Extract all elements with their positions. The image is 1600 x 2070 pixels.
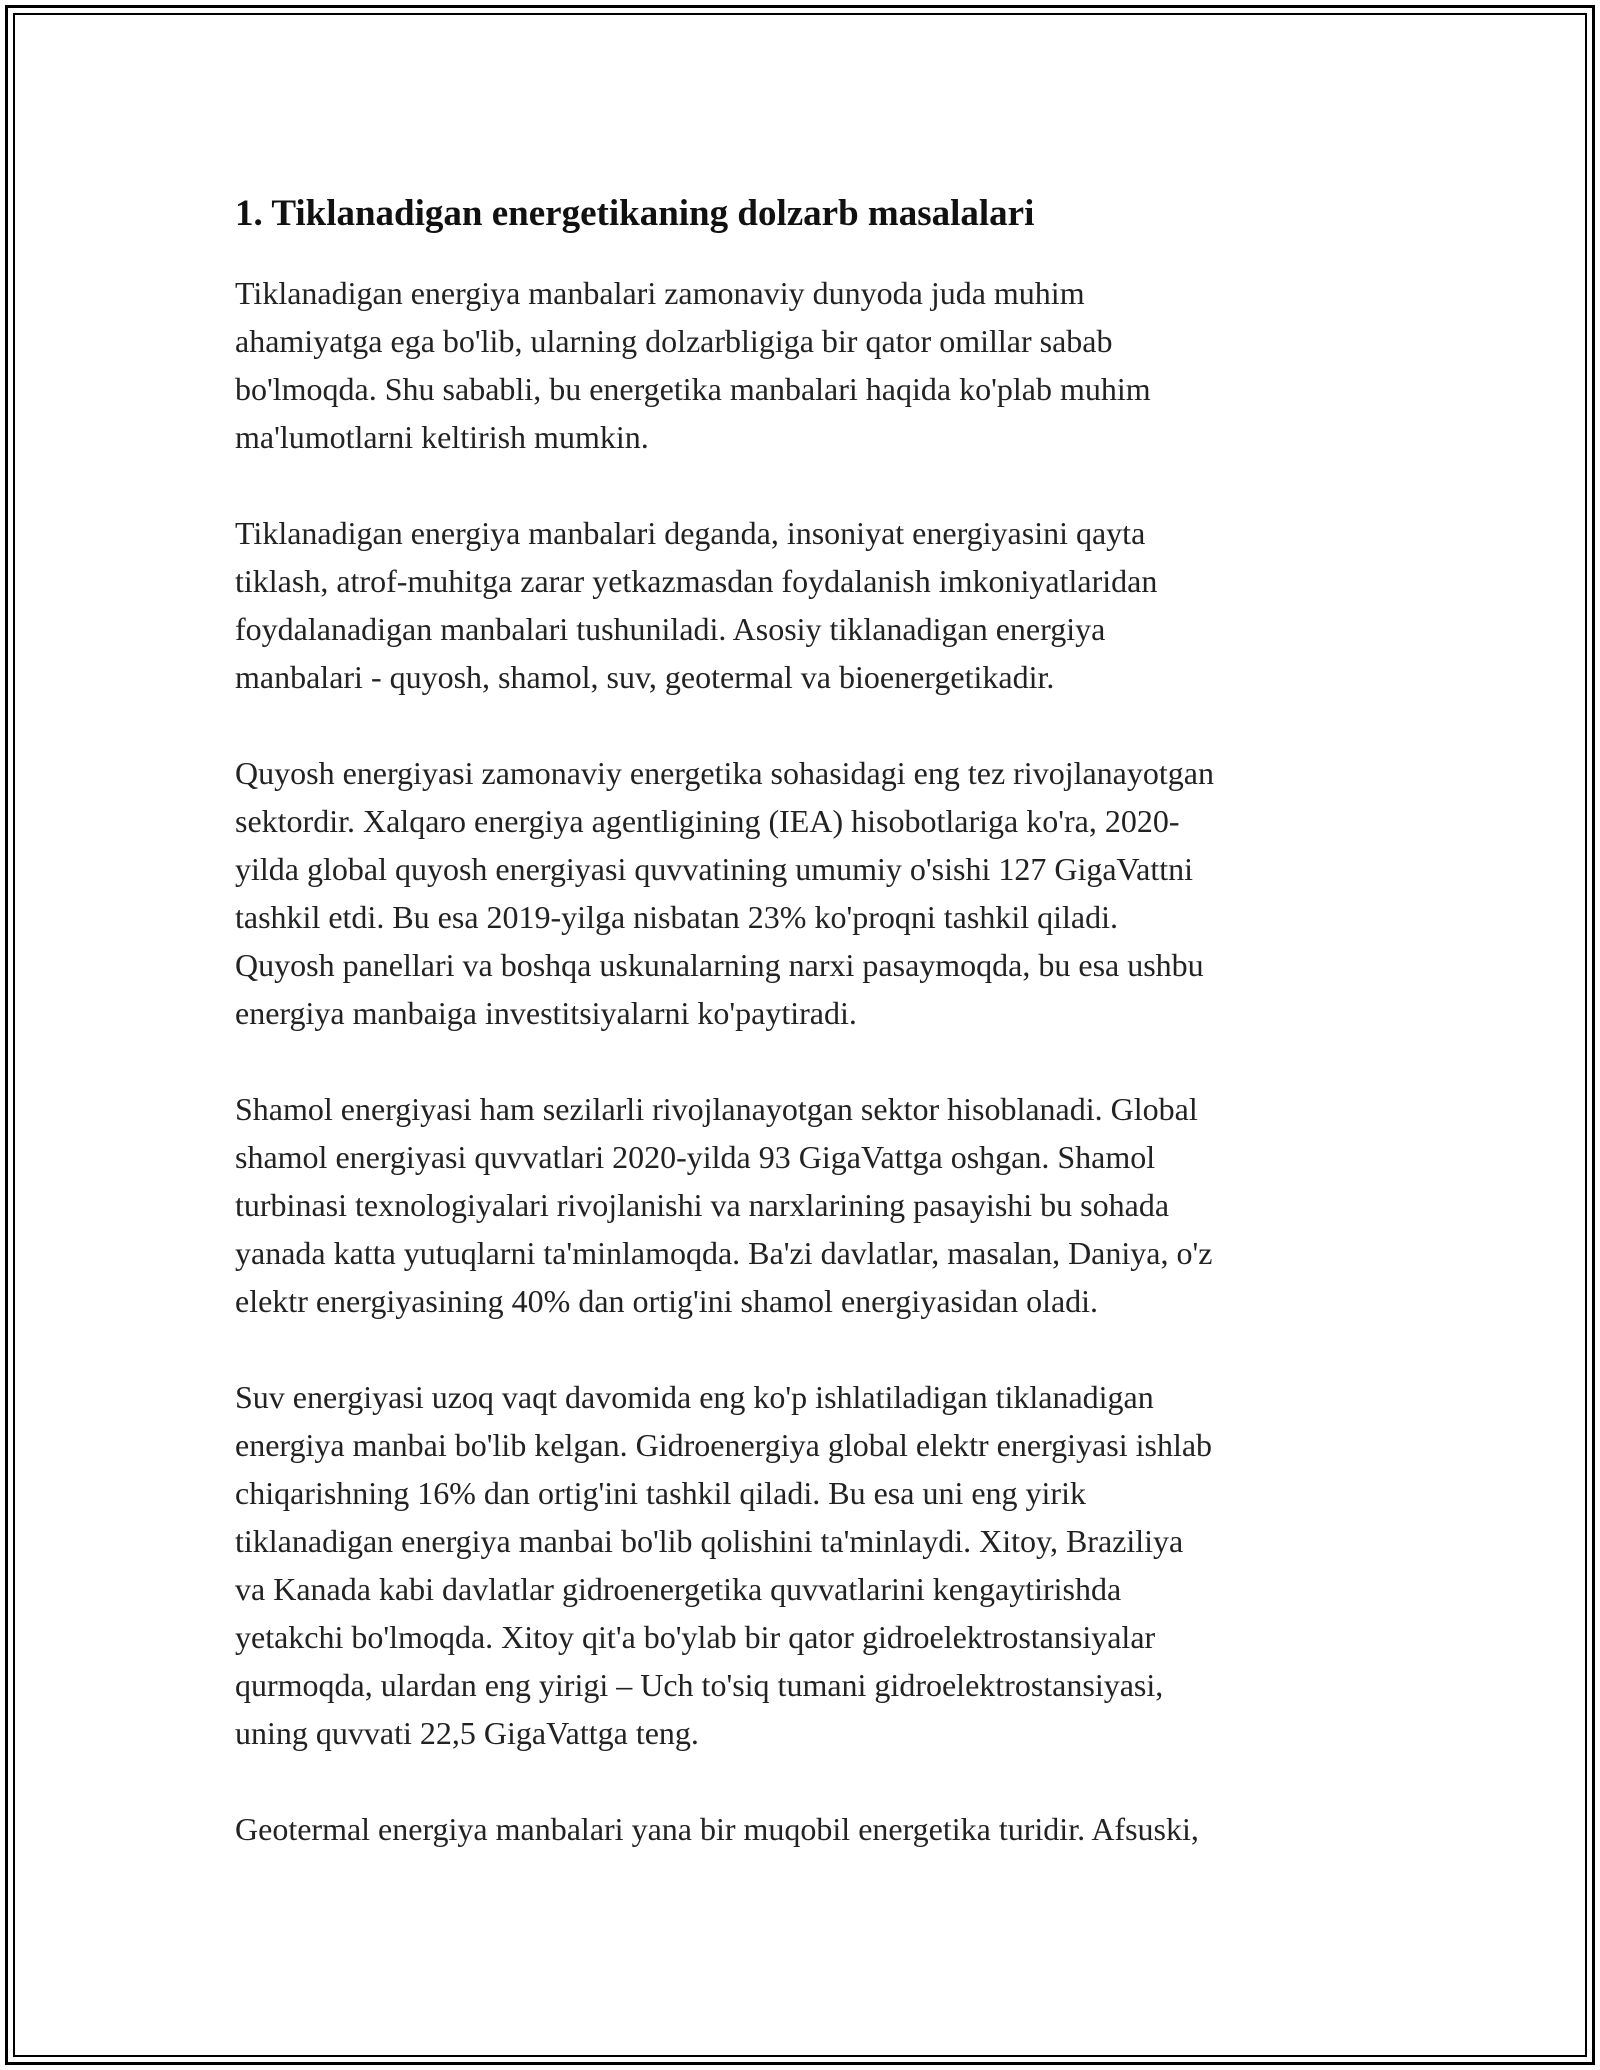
paragraph <box>235 509 1365 701</box>
paragraph <box>235 1805 1365 1853</box>
paragraph <box>235 1085 1365 1325</box>
document-body <box>235 185 1365 1901</box>
paragraph <box>235 1373 1365 1757</box>
paragraph-line: tiklash, atrof-muhitga zarar yetkazmasdan foydalanish imkoniyatlaridan <box>235 563 1158 599</box>
paragraph-line: Shamol energiyasi ham sezilarli rivojlanayotgan sektor hisoblanadi. Global <box>235 1091 1198 1127</box>
paragraph-line: turbinasi texnologiyalari rivojlanishi va narxlarining pasayishi bu sohada <box>235 1187 1170 1223</box>
paragraph-line: Tiklanadigan energiya manbalari deganda, insoniyat energiyasini qayta <box>235 515 1146 551</box>
paragraph-line: ahamiyatga ega bo'lib, ularning dolzarbligiga bir qator omillar sabab <box>235 323 1113 359</box>
paragraph <box>235 749 1365 1037</box>
paragraph-line: Tiklanadigan energiya manbalari zamonaviy dunyoda juda muhim <box>235 275 1085 311</box>
paragraph-line: Quyosh energiyasi zamonaviy energetika sohasidagi eng tez rivojlanayotgan <box>235 755 1214 791</box>
paragraph-line: shamol energiyasi quvvatlari 2020-yilda 93 GigaVattga oshgan. Shamol <box>235 1139 1156 1175</box>
paragraph-line: va Kanada kabi davlatlar gidroenergetika quvvatlarini kengaytirishda <box>235 1571 1122 1607</box>
paragraph-line: tiklanadigan energiya manbai bo'lib qolishini ta'minlaydi. Xitoy, Braziliya <box>235 1523 1184 1559</box>
paragraph-line: bo'lmoqda. Shu sababli, bu energetika manbalari haqida ko'plab muhim <box>235 371 1151 407</box>
paragraph-line: energiya manbai bo'lib kelgan. Gidroenergiya global elektr energiyasi ishlab <box>235 1427 1213 1463</box>
paragraph <box>235 269 1365 461</box>
paragraph-line: yetakchi bo'lmoqda. Xitoy qit'a bo'ylab bir qator gidroelektrostansiyalar <box>235 1619 1156 1655</box>
paragraph-container <box>235 269 1365 1853</box>
paragraph-line: manbalari - quyosh, shamol, suv, geotermal va bioenergetikadir. <box>235 659 1055 695</box>
paragraph-line: foydalanadigan manbalari tushuniladi. Asosiy tiklanadigan energiya <box>235 611 1106 647</box>
paragraph-line: energiya manbaiga investitsiyalarni ko'paytiradi. <box>235 995 857 1031</box>
page-title: 1. Tiklanadigan energetikaning dolzarb masalalari <box>235 193 1035 234</box>
paragraph-line: Geotermal energiya manbalari yana bir muqobil energetika turidir. Afsuski, <box>235 1811 1199 1847</box>
paragraph-line: yilda global quyosh energiyasi quvvatining umumiy o'sishi 127 GigaVattni <box>235 851 1193 887</box>
paragraph-line: chiqarishning 16% dan ortig'ini tashkil qiladi. Bu esa uni eng yirik <box>235 1475 1086 1511</box>
paragraph-line: tashkil etdi. Bu esa 2019-yilga nisbatan 23% ko'proqni tashkil qiladi. <box>235 899 1118 935</box>
paragraph-line: Suv energiyasi uzoq vaqt davomida eng ko'p ishlatiladigan tiklanadigan <box>235 1379 1154 1415</box>
paragraph-line: uning quvvati 22,5 GigaVattga teng. <box>235 1715 699 1751</box>
paragraph-line: ma'lumotlarni keltirish mumkin. <box>235 419 649 455</box>
paragraph-line: Quyosh panellari va boshqa uskunalarning narxi pasaymoqda, bu esa ushbu <box>235 947 1204 983</box>
paragraph-line: yanada katta yutuqlarni ta'minlamoqda. Ba'zi davlatlar, masalan, Daniya, o'z <box>235 1235 1213 1271</box>
paragraph-line: elektr energiyasining 40% dan ortig'ini shamol energiyasidan oladi. <box>235 1283 1099 1319</box>
paragraph-line: sektordir. Xalqaro energiya agentligining (IEA) hisobotlariga ko'ra, 2020- <box>235 803 1180 839</box>
paragraph-line: qurmoqda, ulardan eng yirigi – Uch to'siq tumani gidroelektrostansiyasi, <box>235 1667 1164 1703</box>
